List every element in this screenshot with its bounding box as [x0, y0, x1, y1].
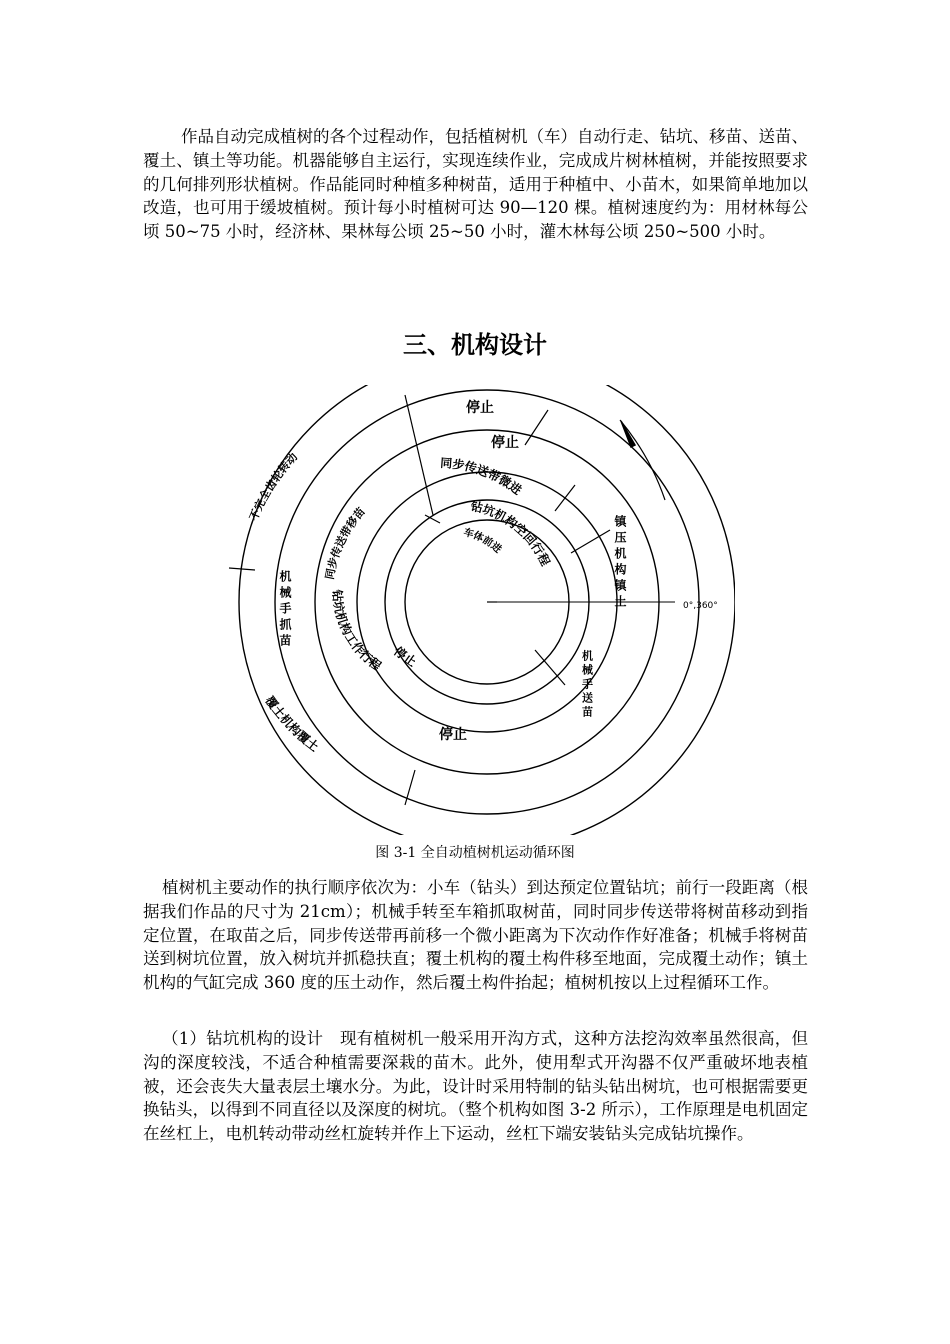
- outer-left-arc-label: 不完全齿轮转动: [247, 450, 301, 523]
- fourth-top-right-label: 钻坑机构空回行程: [469, 499, 553, 569]
- second-stop-top-label: 停止: [491, 435, 519, 451]
- inner-top-label: 车体前进: [462, 527, 504, 556]
- outer-stop-label: 停止: [466, 400, 494, 416]
- second-left-label: 机械手抓苗: [278, 570, 292, 650]
- figure-caption: 图 3-1 全自动植树机运动循环图: [375, 845, 575, 861]
- angle-label: 0°,360°: [683, 601, 718, 611]
- outer-right-label: 镇压机构镇土: [613, 515, 627, 611]
- paragraph-2: 植树机主要动作的执行顺序依次为：小车（钻头）到达预定位置钻坑；前行一段距离（根据我们作品的尺寸为 21cm）；机械手转至车箱抓取树苗，同时同步传送带将树苗移动到指定位置，在取苗之后，同步传送带再前移一个微小距离为下次动作作好准备；机械手将树苗送到树坑位置，放入树坑并抓稳扶直；覆土机构的覆土构件移至地面，完成覆土动作；镇土机构的气缸完成 360 度的压土动作，然后覆土构件抬起；植树机按以上过程循环工作。: [143, 878, 808, 993]
- third-top-left-label: 同步传送带移苗: [323, 504, 368, 581]
- paragraph-3: （1）钻坑机构的设计 现有植树机一般采用开沟方式，这种方法挖沟效率虽然很高，但沟的深度较浅，不适合种植需要深栽的苗木。此外，使用犁式开沟器不仅严重破坏地表植被，还会丧失大量表层土壤水分。为此，设计时采用特制的钻头钻出树坑，也可根据需要更换钻头，以得到不同直径以及深度的树坑。（整个机构如图 3-2 所示），工作原理是电机固定在丝杠上，电机转动带动丝杠旋转并作上下运动，丝杠下端安装钻头完成钻坑操作。: [143, 1029, 808, 1144]
- second-stop-bottom-label: 停止: [439, 727, 467, 743]
- second-right-label: 机械手送苗: [580, 650, 594, 720]
- fourth-bottom-label: 钻坑机构工作行程: [329, 589, 384, 674]
- section-heading: 三、机构设计: [403, 331, 547, 359]
- third-top-right-label: 同步传送带微进: [439, 455, 525, 498]
- ring-outer: [239, 385, 735, 835]
- outer-bottom-left-label: 覆土机构覆土: [262, 693, 322, 755]
- intro-paragraph: 作品自动完成植树的各个过程动作，包括植树机（车）自动行走、钻坑、移苗、送苗、覆土、镇土等功能。机器能够自主运行，实现连续作业，完成成片树林植树，并能按照要求的几何排列形状植树。作品能同时种植多种树苗，适用于种植中、小苗木，如果简单地加以改造，也可用于缓坡植树。预计每小时植树可达 90—120 棵。植树速度约为：用材林每公顷 50~75 小时，经济林、果林每公顷 25~50 小时，灌木林每公顷 250~500 小时。: [143, 127, 808, 242]
- inner-bottom-label: 停止: [391, 643, 419, 670]
- motion-cycle-diagram: [215, 385, 735, 835]
